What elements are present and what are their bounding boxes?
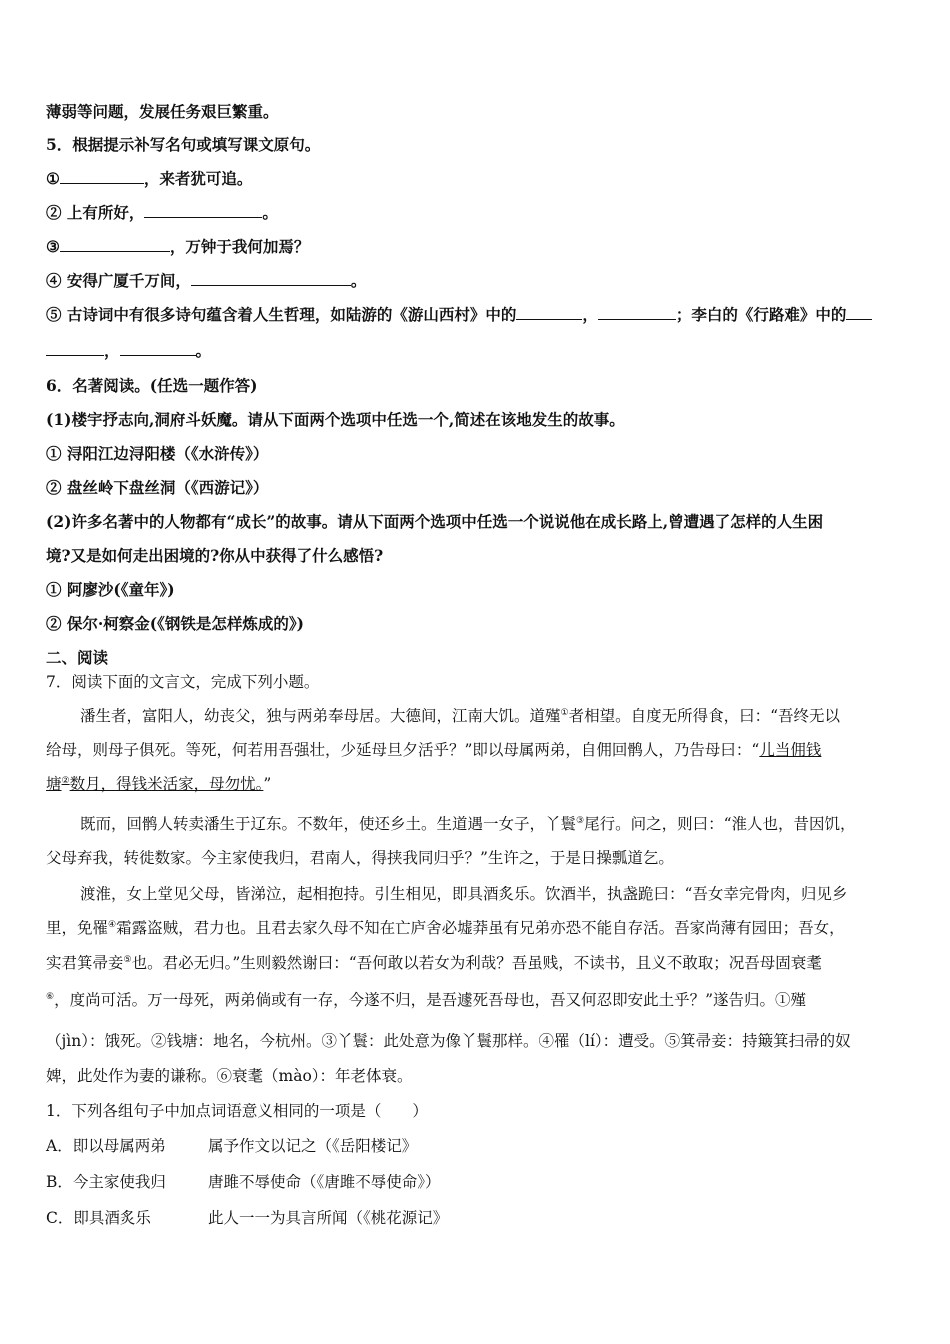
- q6-part2-prompt-line1: (2)许多名著中的人物都有“成长”的故事。请从下面两个选项中任选一个说说他在成长路上,曾遭遇了怎样的人生困: [46, 512, 824, 531]
- q5-line-3: [46, 237, 309, 257]
- q5-line-5-prefix: ⑤ 古诗词中有很多诗句蕴含着人生哲理，如陆游的《游山西村》中的: [46, 305, 517, 324]
- passage-text: 潘生者，富阳人，幼丧父，独与两弟奉母居。大德间，江南大饥。道殣: [80, 707, 561, 725]
- passage-text: 实君箕帚妾: [46, 954, 124, 972]
- passage-para3-line3: [46, 953, 822, 973]
- q6-part1-prompt: (1)楼宇抒志向,洞府斗妖魔。请从下面两个选项中任选一个,简述在该地发生的故事。: [46, 410, 625, 429]
- q5-blank-5b[interactable]: [598, 305, 676, 320]
- footnotes-line1: （jìn）：饿死。②钱塘：地名，今杭州。③丫鬟：此处意为像丫鬟那样。④罹（lí）：遭受。⑤箕帚妾：持簸箕扫帚的奴: [46, 1032, 851, 1050]
- passage-para2-line1: [46, 814, 856, 834]
- q6-part2-option-a: ① 阿廖沙(《童年》): [46, 580, 175, 599]
- q5-blank-5a[interactable]: [516, 305, 582, 320]
- q4-tail-text: 薄弱等问题，发展任务艰巨繁重。: [46, 102, 279, 121]
- underlined-sentence: 儿当佣钱: [759, 741, 822, 759]
- q5-line-5-sep2: ；李白的《行路难》中的: [675, 305, 847, 324]
- q5-line-5-sep1: ，: [582, 305, 598, 324]
- passage-para1-line1: [46, 706, 840, 726]
- footnote-marker-3: ③: [576, 815, 585, 826]
- q5-blank-4[interactable]: [191, 271, 351, 286]
- footnote-marker-5: ⑤: [123, 954, 132, 965]
- underlined-sentence: 数月，得钱米活家，母勿忧。: [69, 775, 264, 793]
- q5-line-5-suffix: 。: [195, 341, 212, 360]
- passage-text: 尾行。问之，则曰：“淮人也，昔因饥，: [584, 815, 856, 833]
- q6-part1-option-a: ① 浔阳江边浔阳楼（《水浒传》）: [46, 444, 269, 463]
- option-b-label: B．今主家使我归: [46, 1173, 166, 1191]
- option-a[interactable]: [46, 1136, 417, 1156]
- passage-text: 者相望。自度无所得食，曰：“吾终无以: [568, 707, 841, 725]
- option-b[interactable]: [46, 1172, 441, 1192]
- q6-part2-prompt-line2: 境?又是如何走出困境的?你从中获得了什么感悟?: [46, 546, 384, 565]
- q5-blank-3[interactable]: [60, 237, 170, 252]
- option-c-compare: 此人一一为具言所闻（《桃花源记》: [208, 1209, 449, 1227]
- q5-line-4-suffix: 。: [350, 271, 367, 290]
- section-heading-reading: 二、阅读: [46, 648, 109, 667]
- passage-para3-line4: [46, 990, 806, 1010]
- passage-text: 里，免罹: [46, 919, 109, 937]
- q5-line-1: [46, 169, 252, 189]
- q5-line-3-suffix: ，万钟于我何加焉？: [169, 237, 310, 256]
- q5-line-4: [46, 271, 366, 291]
- q6-part1-option-b: ② 盘丝岭下盘丝洞（《西游记》）: [46, 478, 269, 497]
- q5-blank-1[interactable]: [60, 169, 144, 184]
- footnote-marker-2: ②: [61, 775, 70, 786]
- passage-text: 给母，则母子俱死。等死，何若用吾强壮，少延母旦夕活乎？”即以母属两弟，自佣回鹘人，乃告母曰：“: [46, 741, 760, 759]
- q6-part2-option-b: ② 保尔·柯察金(《钢铁是怎样炼成的》): [46, 614, 304, 633]
- footnote-marker-1: ①: [560, 707, 569, 718]
- q5-blank-5c-cont[interactable]: [46, 341, 104, 356]
- passage-text: 也。君必无归。”生则毅然谢曰：“吾何敢以若女为利哉？吾虽贱，不读书，且义不敢取；况吾母固衰耄: [131, 954, 822, 972]
- q5-blank-5c[interactable]: [846, 305, 872, 320]
- sub-question-1-title: 1．下列各组句子中加点词语意义相同的一项是（ ）: [46, 1102, 428, 1120]
- q5-blank-5d[interactable]: [120, 341, 196, 356]
- q5-line-5-cont: [46, 341, 211, 361]
- passage-para3-line2: [46, 918, 845, 938]
- q5-line-1-suffix: ，来者犹可追。: [143, 169, 253, 188]
- q5-title: 5．根据提示补写名句或填写课文原句。: [46, 135, 321, 154]
- passage-para1-line2: [46, 740, 821, 760]
- q5-line-5-sep3: ，: [104, 341, 120, 360]
- passage-para3-line1: 渡淮，女上堂见父母，皆涕泣，起相抱持。引生相见，即具酒炙乐。饮酒半，执盏跪曰：“吾女幸完骨肉，归见乡: [80, 885, 848, 903]
- option-a-compare: 属予作文以记之（《岳阳楼记》: [208, 1137, 418, 1155]
- option-b-compare: 唐雎不辱使命（《唐雎不辱使命》）: [208, 1173, 441, 1191]
- q5-line-3-prefix: ③: [46, 237, 60, 256]
- passage-text: 霜露盗贼，君力也。且君去家久母不知在亡庐舍必墟莽虽有兄弟亦恐不能自存活。吾家尚薄有园田；吾女，: [116, 919, 845, 937]
- q5-line-2: [46, 203, 278, 223]
- footnote-marker-6: ⑥: [46, 991, 55, 1002]
- q5-line-4-prefix: ④ 安得广厦千万间，: [46, 271, 191, 290]
- underlined-sentence: 塘: [46, 775, 62, 793]
- passage-para1-line3: [46, 774, 271, 794]
- footnote-marker-4: ④: [108, 919, 117, 930]
- passage-text: 既而，回鹘人转卖潘生于辽东。不数年，使还乡土。生道遇一女子，丫鬟: [80, 815, 577, 833]
- option-a-label: A．即以母属两弟: [46, 1137, 166, 1155]
- q5-line-5: [46, 305, 872, 325]
- q6-title: 6．名著阅读。(任选一题作答): [46, 376, 258, 395]
- option-c[interactable]: [46, 1208, 448, 1228]
- q5-blank-2[interactable]: [144, 203, 262, 218]
- q5-line-1-prefix: ①: [46, 169, 60, 188]
- footnotes-line2: 婢，此处作为妻的谦称。⑥衰耄（mào）：年老体衰。: [46, 1067, 413, 1085]
- q5-line-2-prefix: ② 上有所好，: [46, 203, 145, 222]
- q7-title: 7．阅读下面的文言文，完成下列小题。: [46, 673, 320, 691]
- passage-para2-line2: 父母弃我，转徙数家。今主家使我归，君南人，得挟我同归乎？”生许之，于是日操瓢道乞。: [46, 849, 674, 867]
- passage-text: ，度尚可活。万一母死，两弟倘或有一存，今遂不归，是吾遽死吾母也，吾又何忍即安此土乎？”遂告归。①殣: [54, 991, 807, 1009]
- q5-line-2-suffix: 。: [262, 203, 278, 222]
- passage-text: ”: [263, 775, 272, 793]
- option-c-label: C．即具酒炙乐: [46, 1209, 151, 1227]
